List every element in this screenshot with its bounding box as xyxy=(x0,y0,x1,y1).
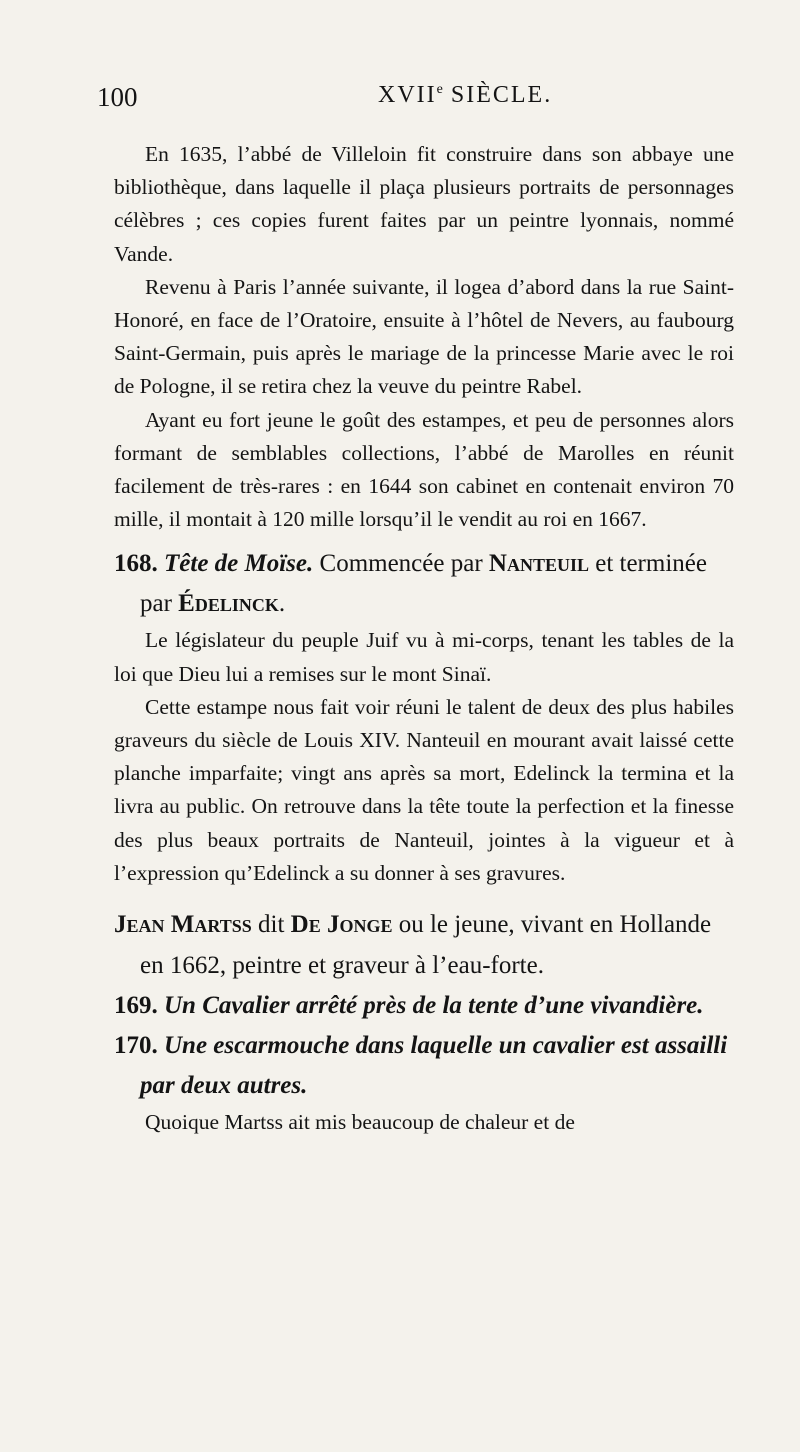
page-number: 100 xyxy=(97,82,138,112)
entry-number: 168. xyxy=(114,550,158,578)
entry-title: Une escarmouche dans laquelle un cavalier est assailli par deux autres. xyxy=(140,1032,728,1100)
paragraph-abbe-library: En 1635, l’abbé de Villeloin fit construire dans son abbaye une bibliothèque, dans laquelle il plaça plusieurs portraits de personnages célèbres ; ces copies furent faites par un peintre lyonnais, nommé Vande. xyxy=(114,142,734,266)
engraver-name: Nanteuil xyxy=(488,550,589,578)
paragraph-abbe-paris: Revenu à Paris l’année suivante, il logea d’abord dans la rue Saint-Honoré, en face de l’Oratoire, ensuite à l’hôtel de Nevers, au faubourg Saint-Germain, puis après le mariage de la princesse Marie avec le roi de Pologne, il se retira chez la veuve du peintre Rabel. xyxy=(114,274,734,399)
artist-text: ou le jeune, vivant en Hollande en 1662, peintre et graveur à l’eau-forte. xyxy=(140,911,712,980)
entry-number: 170. xyxy=(114,1032,158,1060)
running-title-suffix: SIÈCLE. xyxy=(442,82,553,108)
paragraph-abbe-collection: Ayant eu fort jeune le goût des estampes, et peu de personnes alors formant de semblables collections, l’abbé de Marolles en réunit facilement de très-rares : en 1644 son cabinet en contenait environ 70 mille, il montait à 120 mille lorsqu’il le vendit au roi en 1667. xyxy=(114,407,734,532)
artist-text: dit xyxy=(251,911,291,939)
page-body xyxy=(114,138,734,1139)
entry-title: Tête de Moïse. xyxy=(164,550,314,578)
running-title xyxy=(378,82,552,109)
entry-text: Commencée par xyxy=(313,550,489,578)
entry-number: 169. xyxy=(114,992,158,1020)
entry-text: et terminée par xyxy=(140,550,707,618)
entry-170-description: Quoique Martss ait mis beaucoup de chaleur et de xyxy=(145,1110,575,1135)
entry-title: Un Cavalier arrêté près de la tente d’une vivandière. xyxy=(164,992,704,1020)
artist-alias: De Jonge xyxy=(290,911,393,939)
catalog-entry-168 xyxy=(114,544,734,624)
catalog-entry-170 xyxy=(114,1026,734,1106)
entry-168-commentary: Cette estampe nous fait voir réuni le talent de deux des plus habiles graveurs du siècle de Louis XIV. Nanteuil en mourant avait laissé cette planche imparfaite; vingt ans après sa mort, Edelinck la termina et la livra au public. On retrouve dans la tête toute la perfection et la finesse des plus beaux portraits de Nanteuil, jointes à la vigueur et à l’expression qu’Edelinck a su donner à ses gravures. xyxy=(114,694,734,885)
entry-168-description: Le législateur du peuple Juif vu à mi-corps, tenant les tables de la loi que Dieu lui a remises sur le mont Sinaï. xyxy=(114,628,734,686)
entry-text: . xyxy=(278,590,286,618)
running-title-prefix: XVII xyxy=(378,82,437,108)
engraver-name: Édelinck xyxy=(178,590,279,618)
artist-name: Jean Martss xyxy=(114,911,252,939)
artist-heading xyxy=(114,904,734,986)
running-title-sup: e xyxy=(436,82,443,97)
catalog-entry-169 xyxy=(114,986,734,1026)
page-header xyxy=(0,82,800,122)
